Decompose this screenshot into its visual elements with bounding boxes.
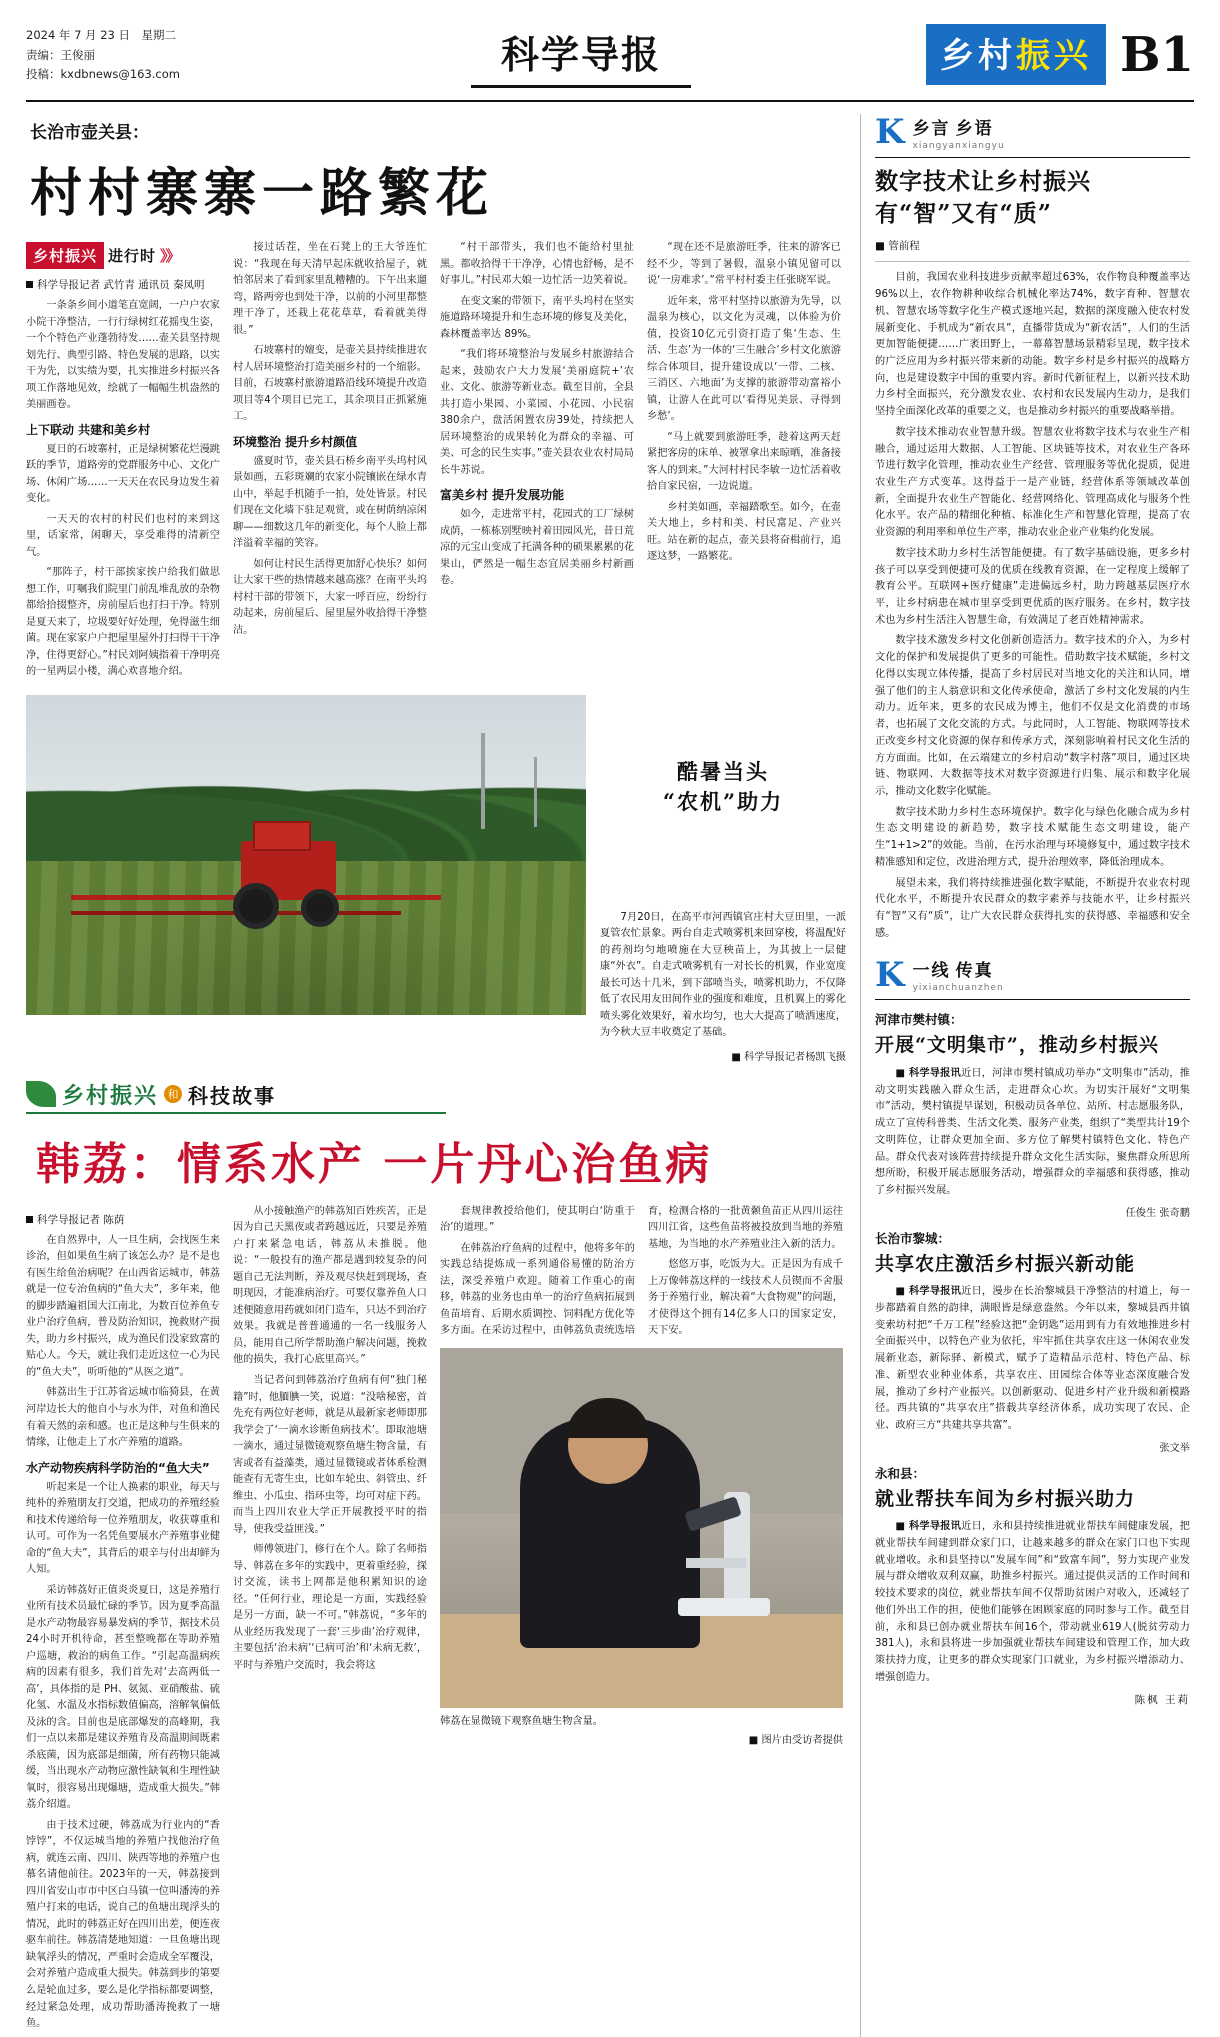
feature-2 bbox=[26, 1079, 846, 2037]
article3-kicker: 长治市黎城： bbox=[875, 1230, 951, 1246]
microscope-icon bbox=[678, 1466, 770, 1616]
series-tag-red: 乡村振兴 bbox=[26, 242, 104, 269]
photo1-caption-title-line2: “农机”助力 bbox=[662, 789, 784, 815]
article4-text: 近日，永和县持续推进就业帮扶车间健康发展，把就业帮扶车间建到群众家门口，让越来越多的群众在家门口也下实现就业增收。永和县坚持以“发展车间”和“致富车间”，努力实现产业发展与群众增收双利双赢，助推乡村振兴。通过提供灵活的工作时间和较技术要求的岗位，就业帮扶车间不仅帮助贫困户对收入，还减轻了他们外出工作的担，使他们能够在困顾家庭的同时参与工作。截至目前，永和县已创办就业帮扶车间16个，带动就业619人(脱贫劳动力381人)，永和县将进一步加强就业帮扶车间建设和管理工作，加大政策扶持力度，让更多的群众实现家门口就业，为乡村振兴增添动力、增强创造力。 bbox=[875, 1521, 1190, 1683]
section1-title-part1: 乡言 bbox=[912, 119, 951, 139]
paragraph: “那阵子，村干部挨家挨户给我们做思想工作，叮嘱我们院里门前乱堆乱放的杂物都给拾掇整齐，房前屋后也打扫干净。特别是夏天来了，垃圾要好好处理，免得滋生细菌。现在家家户户把屋里屋外打扫得干干净净，住得更舒心。”村民刘阿姨指着干净明亮的一星两层小楼，满心欢喜地介绍。 bbox=[26, 567, 220, 678]
lead-byline bbox=[26, 277, 220, 292]
feature2-logo-black: 科技故事 bbox=[188, 1083, 277, 1108]
article3-author: ■ 科学导报讯 bbox=[895, 1286, 962, 1298]
page-number: B1 bbox=[1120, 26, 1194, 83]
section-badge-part2: 振兴 bbox=[1016, 36, 1093, 76]
lead-col3-text bbox=[440, 240, 634, 479]
photo1-caption-title-line1: 酷暑当头 bbox=[677, 758, 769, 784]
photo2-credit: ■ 图片由受访者提供 bbox=[748, 1735, 843, 1747]
lead-column-3 bbox=[440, 240, 634, 685]
article3-body bbox=[875, 1284, 1190, 1434]
paragraph bbox=[875, 1519, 1190, 1686]
paragraph: 近年来，常平村坚持以旅游为先导，以温泉为核心，以文化为灵魂，以体验为价值，投资10亿元引资打造了集‘生态、生活、生态’为一体的‘三生融合’乡村文化旅游综合体项目，提升建设成以‘一带、二核、三消区、六地面’为支撑的旅游带动富裕小镇，让游人在此可以‘看得见美景、寻得到乡愁’。 bbox=[647, 295, 841, 423]
photo-row-1 bbox=[26, 695, 846, 1063]
paragraph: “马上就要到旅游旺季，趁着这两天赶紧把客房的床单、被罩拿出来晾晒，准备接客人的到来。”大河村村民李敏一边忙活着收拾自家民宿，一边说道。 bbox=[647, 431, 841, 493]
feature2-byline-text: 科学导报记者 陈荫 bbox=[37, 1213, 125, 1226]
paragraph: 接过话茬，坐在石凳上的王大爷连忙说：“我现在每天清早起床就收拾屋子，就怕邻居来了看到家里乱糟糟的。下午出来遛弯，路两旁也到处干净，以前的小河里都整理干净了，还栽上花花草草，看着就美得很。” bbox=[233, 242, 427, 336]
tractor-wheel-front bbox=[233, 883, 279, 929]
article1-divider bbox=[875, 261, 1190, 262]
paragraph: 一天天的农村的村民们也村的来到这里，话家常，闲聊天，享受难得的清新空气。 bbox=[26, 513, 220, 558]
section2-header bbox=[875, 956, 1190, 993]
lead-column-2 bbox=[233, 240, 427, 685]
article2-sign: 任俊生 张奇鹏 bbox=[1125, 1207, 1190, 1219]
paragraph: 从小接触渔产的韩荔知百姓疾苦，正是因为自己天黑夜或者跨越远近，只要是养殖户打来紧急电话，韩荔从未推脱。他说：“一般投有的渔产都是遇到较复杂的问题自己无法判断，养及观尽快赶到现场，查明现因，才能准病治疗。可要仅靠养鱼人口述便随意用药就如闭门造车，只达不到治疗效果。我就是普普通通的一名一线服务人员，能用自己所学帮助渔户解决问题，挽救他的损失，我打心底里高兴。” bbox=[233, 1205, 427, 1366]
series-tag-slash: 》》 bbox=[160, 247, 179, 265]
feature2-column-2 bbox=[233, 1204, 427, 2037]
leaf-icon bbox=[26, 1081, 56, 1107]
page-grid bbox=[26, 114, 1194, 2037]
utility-pole-icon-2 bbox=[534, 757, 537, 827]
editor-line: 责编：王俊丽 bbox=[26, 47, 95, 62]
article4-body bbox=[875, 1519, 1190, 1686]
series-tag-black: 进行时 bbox=[108, 247, 157, 265]
paragraph: “村干部带头，我们也不能给村里扯黑。都收拾得干干净净，心情也舒畅，是不好事儿。”村民邓大娘一边忙活一边笑着说。 bbox=[440, 242, 634, 287]
paragraph: 盛夏时节，壶关县石桥乡南平头坞村风景如画，五彩斑斓的农家小院镶嵌在绿水青山中，举起手机随手一拍，处处皆景。村民们现在文化墙下驻足观赏，或在树荫纳凉闲聊——细数这几年的新变化，每个人脸上都洋溢着幸福的笑容。 bbox=[233, 455, 427, 550]
article4-sign: 陈枫 王莉 bbox=[1134, 1694, 1190, 1707]
k-logo-icon: K bbox=[875, 112, 905, 153]
article2-author: ■ 科学导报讯 bbox=[895, 1067, 961, 1079]
tractor-photo bbox=[26, 695, 586, 1015]
masthead-info bbox=[26, 22, 276, 85]
feature2-col1-text bbox=[26, 1233, 220, 1452]
microscope-photo bbox=[440, 1348, 843, 1708]
section-badge-part1: 乡村 bbox=[940, 36, 1017, 76]
article1-title: 数字技术让乡村振兴有“智”又有“质” bbox=[875, 168, 1091, 228]
byline-square-icon bbox=[26, 1216, 33, 1223]
photo1-caption-body: 7月20日，在高平市河西镇官庄村大豆田里，一派夏管农忙景象。两台自走式喷雾机来回穿梭，将温配好的药剂均匀地喷施在大豆秧苗上，为其披上一层健康“外衣”。自走式喷雾机有一对长长的机翼，作业宽度最长可达十几米，到下部喷当头，喷雾机助力，不仅降低了农民用友田间作业的强度和难度，且机翼上的雾化喷头雾化效果好，着水均匀，也大大提高了喷洒速度，为今秋大豆丰收奠定了基础。 bbox=[600, 911, 846, 1039]
lead-subhead-3: 富美乡村 提升发展功能 bbox=[440, 488, 565, 503]
article3-text: 近日，漫步在长治黎城县干净整洁的村道上，每一步都踏着自然的韵律，满眼皆是绿意盎然。今年以来，黎城县西井镇变索坊村把“千万工程”经验这把“金钥匙”运用到有力有效地推进乡村全面振兴中，以特色产业为依托，牢牢抓住共享农庄这一休闲农业发展新业态，新际驿、新模式，赋予了造精品示范村、特色产品、标准、新型农业种业体系，共享农庄、田园综合体等业态深度融合发展，推动了乡村产业振兴。以创新驱动、促进乡村产业升级和新模路径。西共镇的“共享农庄”搭载共享经济体系，成功实现了农民、企业、政府三方“共建共享共富”。 bbox=[875, 1286, 1190, 1431]
lead-subhead-1: 上下联动 共建和美乡村 bbox=[26, 422, 151, 437]
section1-rule bbox=[875, 157, 1190, 158]
paragraph: 在变文案的带领下，南平头坞村在坚实施道路环境提升和生态环境的修复及美化，森林覆盖率达 89%。 bbox=[440, 295, 634, 340]
feature2-column-3 bbox=[440, 1204, 843, 2037]
section2-pinyin: yixianchuanzhen bbox=[912, 983, 1004, 994]
lead-col1-text bbox=[26, 298, 220, 414]
feature2-logo-green: 乡村振兴 bbox=[62, 1082, 159, 1109]
paragraph: “现在还不是旅游旺季，往来的游客已经不少，等到了暑假，温泉小镇见留可以说‘一房难求’。”常平村村委主任张晓军说。 bbox=[647, 242, 841, 287]
feature2-col1b-text bbox=[26, 1480, 220, 2033]
submission-email: 投稿：kxdbnews@163.com bbox=[26, 67, 180, 82]
tractor-wheel-rear bbox=[301, 889, 339, 927]
feature2-subhead-1: 水产动物疾病科学防治的“鱼大夫” bbox=[26, 1460, 210, 1475]
section2-title-part2: 传真 bbox=[955, 961, 994, 982]
feature2-columns bbox=[26, 1204, 846, 2037]
byline-square-icon bbox=[26, 281, 33, 288]
paragraph: 韩荔出生于江苏省运城市临猗县，在黄河岸边长大的他自小与水为伴，对鱼和渔民有着天然的亲和感。也正是这种与生俱来的情缘，让他走上了水产养殖的道路。 bbox=[26, 1387, 220, 1449]
paragraph: 目前，我国农业科技进步贡献率超过63%，农作物良种覆盖率达96%以上，农作物耕种收综合机械化率达74%，数字育种、智慧农机、智慧农场等数字化生产模式逐地兴起，数据的深度融入使农村发展新变化、手机成为“新农具”，直播带货成为“新农活”，人们的生活更加智能便捷……广袤田野上，一幕幕智慧场景精彩呈现，数字技术的广泛应用为乡村振兴带来新的动能。数字乡村是乡村振兴的战略方向，也是建设数字中国的重要内容。新时代新征程上，以新兴技术助力乡村全面振兴，充分激发农业、农村和农民发展内生动力，是我们坚持全面深化改革的重要之义，也是推动乡村振兴的重要战略举措。 bbox=[875, 272, 1190, 418]
paragraph: 悠悠万事，吃饭为大。正是因为有成千上万像韩荔这样的一线技术人员锲而不舍服务于养殖行业，解决着“大食物观”的问题，才使得这个拥有14亿多人口的国家定安，天下安。 bbox=[648, 1259, 843, 1337]
article3-sign: 张文举 bbox=[1159, 1442, 1190, 1454]
article1-author-text: ■ 管前程 bbox=[875, 240, 920, 253]
paragraph: 采访韩荔好正值炎炎夏日，这是养殖行业所有技术员最忙碌的季节。因为夏季高温是水产动物最容易暴发病的季节，据技术员24小时开机待命，甚至整晚都在等助养殖户巡塘，救治的病鱼工作。“引起高温病疾病的因素有很多，我们首先对‘去高两低一高’，具体指的是 PH、氨氮、亚硝酸盐、硫化氢、水温及水指标数值偏高，溶解氧偏低及泳的含。目前也是底部爆发的高峰期，我们一点以来都是建议养殖肯及高温期间既素杀底菌，因为底部是细菌，所有药物只能减缓，当出现水产动物应激性缺氧和生理性缺氧时，很容易出现爆塘，造成重大损失。”韩荔介绍道。 bbox=[26, 1584, 220, 1811]
series-tag bbox=[26, 242, 220, 269]
feature2-col2-text bbox=[233, 1204, 427, 1674]
lead-kicker: 长治市壶关县： bbox=[30, 123, 149, 143]
paragraph: 在自然界中，人一旦生病，会找医生来诊治，但如果鱼生病了该怎么办？是不是也有医生给鱼治病呢？在山西省运城市，韩荔就是一位专治鱼病的“鱼大夫”，多年来，他的脚步踏遍祖国大江南北，为数百位养鱼专业户治疗鱼病，普及防治知识，挽救财产损失，助力乡村振兴，成为渔民们没家致富的贴心人。今天，就让我们走近这位一心为民的“鱼大夫”，听听他的“从医之道”。 bbox=[26, 1234, 220, 1378]
left-column bbox=[26, 114, 846, 2037]
photo2-caption-text: 韩荔在显微镜下观察鱼塘生物含量。 bbox=[440, 1715, 603, 1727]
paragraph: 数字技术推动农业智慧升级。智慧农业将数字技术与农业生产相融合，通过运用大数据、人工智能、区块链等技术，对农业生产各环节进行数字化管理，推动农业生产经营、管理服务等优化提质，促进农业生产方式变革。这得益于一是产业链，经营体系等领域改革创新，全面提升农业生产智能化、经营网络化、管理高成化与服务个性化水平。农产品的精细化种植、标准化生产和智慧化管理，提高了农业资源的利用率和单位生产率，推动农业企业产业集约化发展。 bbox=[875, 426, 1190, 539]
section2-rule bbox=[875, 999, 1190, 1000]
section2-title-block bbox=[913, 956, 1004, 993]
section1-pinyin: xiangyanxiangyu bbox=[912, 141, 1005, 151]
feature2-byline bbox=[26, 1212, 220, 1227]
article2-kicker: 河津市樊村镇： bbox=[875, 1012, 963, 1028]
paragraph: “我们将环境整治与发展乡村旅游结合起来，鼓励农户大力发展‘美丽庭院+’农业、文化、旅游等新业态。截至目前，全县共打造小果园、小菜园、小花园、小民宿380余户，盘活闲置农房39处，持续把人居环境整治的成果转化为群众的幸福、可美、可念的民生实事。”壶关县农业农村局局长牛苏说。 bbox=[440, 349, 634, 476]
paragraph: 数字技术助力乡村生活智能便捷。有了数字基础设施，更多乡村孩子可以享受到便捷可及的优质在线教育资源，在一定程度上缓解了教育公平。互联网+医疗健康”走进偏远乡村，助力跨越基层医疗水平，让乡村病患在城市里享受到更优质的医疗服务。在乡村，数字技术也为乡村生活注入智慧生命，有效满足了老百姓精神需求。 bbox=[875, 547, 1190, 626]
publication-date: 2024 年 7 月 23 日 星期二 bbox=[26, 28, 176, 42]
article4-title: 就业帮扶车间为乡村振兴助力 bbox=[875, 1487, 1136, 1510]
article4-kicker: 永和县： bbox=[875, 1465, 926, 1481]
article4-author: ■ 科学导报讯 bbox=[895, 1521, 962, 1533]
feature2-column-1 bbox=[26, 1204, 220, 2037]
section-badge-block bbox=[926, 22, 1194, 85]
tractor-cab bbox=[253, 821, 311, 851]
lead-subhead-2: 环境整治 提升乡村颜值 bbox=[233, 434, 358, 449]
photo2-caption-block bbox=[440, 1714, 843, 1750]
lead-col4-text bbox=[647, 240, 841, 566]
paragraph: 展望未来，我们将持续推进强化数字赋能，不断提升农业农村现代化水平，不断提升农民群众的数字素养与技能水平，让乡村振兴有“智”又有“质”，让广大农民群众获得扎实的获得感、幸福感和安全感。 bbox=[875, 877, 1190, 939]
feature2-logo-dot: 和 bbox=[164, 1085, 182, 1103]
lead-columns bbox=[26, 240, 846, 685]
paragraph: 夏日的石坡寨村，正是绿树繁花烂漫跳跃的季节，道路旁的党群服务中心、文化广场、休闲广场……一天天在农民身边发生着变化。 bbox=[26, 443, 220, 505]
photo1-caption-title bbox=[600, 757, 846, 818]
feature2-col3-text bbox=[440, 1204, 843, 1342]
lead-column-1 bbox=[26, 240, 220, 685]
microscope-stage bbox=[686, 1558, 746, 1568]
section1-title-block bbox=[913, 114, 1005, 151]
paragraph: 在韩荔治疗鱼病的过程中，他将多年的实践总结提炼成一系列通俗易懂的防治方法，深受养殖户欢迎。随着工作重心的南移，韩荔的业务也由单一的治疗鱼病拓展到鱼苗培育、后期水质调控、饲料配方优化等多方面。在采访过程中，由韩荔负责统选培育，检测合格的一批黄颡鱼苗正从四川运往四川江省，这些鱼苗将被投放到当地的养殖基地，为当地的水产养殖业注入新的活力。 bbox=[440, 1205, 843, 1337]
article1-body bbox=[875, 270, 1190, 942]
paragraph: 石坡寨村的嬗变，是壶关县持续推进农村人居环境整治打造美丽乡村的一个缩影。目前，石坡寨村旅游道路沿线环境提升改造项目等4个项目已完工，其余项目正抓紧施工。 bbox=[233, 345, 427, 423]
paper-title: 科学导报 bbox=[501, 32, 662, 77]
title-underline bbox=[471, 85, 691, 88]
paragraph: 数字技术助力乡村生态环境保护。数字化与绿色化融合成为乡村生态文明建设的新趋势，数字技术赋能生态文明建设，能产生“1+1>2”的效能。当前，在污水治理与环境修复中，通过数字技术精准感知和定位，改进治理方式，提升治理效率，降低治理成本。 bbox=[875, 806, 1190, 868]
feature2-headline: 韩荔：情系水产 一片丹心治鱼病 bbox=[36, 1138, 713, 1190]
right-column bbox=[860, 114, 1190, 2037]
microscope-base bbox=[678, 1598, 770, 1616]
article1-author bbox=[875, 238, 1190, 253]
photo1-caption-block bbox=[600, 695, 846, 1063]
lead-byline-text: 科学导报记者 武竹青 通讯员 秦凤明 bbox=[37, 279, 205, 291]
masthead-rule bbox=[26, 100, 1194, 102]
paragraph: 乡村美如画，幸福踏歌至。如今，在壶关大地上，乡村和美、村民富足、产业兴旺。站在新的起点，壶关县将奋楫前行，追逐这梦，一路繁花。 bbox=[647, 501, 841, 563]
lead-col1b-text bbox=[26, 442, 220, 681]
utility-pole-icon bbox=[481, 733, 485, 829]
article2-text: 近日，河津市樊村镇成功举办“文明集市”活动，推动文明实践融入群众生活，走进群众心坎。为切实汗展好“文明集市”活动，樊村镇提早谋划，积极动员各单位、站所、村志愿服务队，成立了宣传科普类、生活文化类、服务产业类，组织了“类型共计19个文明阵位，让群众更加全面、多方位了解樊村镇特色文化、特色产品。群众代表对该阵营持续提升群众文化生活实际，聚焦群众所思所想所盼，积极开展志愿服务活动，增强群众的幸福感和获得感，推动了乡村振兴发展。 bbox=[875, 1067, 1190, 1196]
k-logo-icon-2: K bbox=[875, 954, 905, 995]
paragraph: 一条条乡间小道笔直宽阔，一户户农家小院干净整洁，一行行绿树红花摇曳生姿，一个个特色产业蓬勃待发……壶关县坚持规划先行、典型引路、特色发展的思路，以实干为先，以实绩为要，扎实推进乡村振兴各项工作落地见效，绘就了一幅幅生机盎然的美丽画卷。 bbox=[26, 300, 220, 411]
section-badge bbox=[926, 24, 1106, 85]
paragraph bbox=[875, 1066, 1190, 1200]
paragraph: 如何让村民生活得更加舒心快乐？如何让大家干些的热情越来越高涨？在南平头坞村村干部的带领下，大家一呼百应，纷纷行动起来，房前屋后、屋里屋外收拾得干净整洁。 bbox=[233, 558, 427, 636]
feature2-series-logo bbox=[26, 1079, 446, 1114]
section1-title-part2: 乡语 bbox=[955, 119, 994, 139]
photo1-credit: ■ 科学导报记者杨凯飞摄 bbox=[731, 1051, 846, 1063]
paper-title-block bbox=[471, 22, 691, 88]
paragraph bbox=[875, 1284, 1190, 1434]
paragraph: 听起来是一个让人换素的职业，每天与纯朴的养殖朋友打交道，把成功的养殖经验和技术传递给每一位养殖朋友，收获尊重和认可。可作为一名凭鱼要展水产养殖事业健命的“鱼大夫”，其背后的艰辛与付出却鲜为人知。 bbox=[26, 1481, 220, 1576]
paragraph: 如今，走进常平村，花园式的工厂绿树成荫，一栋栋别墅映衬着田园风光，昔日荒凉的元宝山变成了托满各种的硕果累累的花果山，俨然是一幅生态宜居美丽乡村新画卷。 bbox=[440, 509, 634, 587]
lead-col2-text bbox=[233, 240, 427, 426]
paragraph: 当记者问到韩荔治疗鱼病有何“独门秘籍”时，他腼腆一笑，说道：“没啥秘密，首先充有两位好老师，就是从最新家老师即那我学会了‘一滴水诊断鱼病技术’。即取池塘一滴水，通过显微镜观察鱼塘生物含量，有害或者有益藻类，通过显微镜或者体系检测能查有无寄生虫，比如车轮虫、斜管虫、纤维虫、小瓜虫、指环虫等，均可对症下药。而当上四川农业大学正开展教授平时的指导，使我受益匪浅。” bbox=[233, 1374, 427, 1535]
article2-title: 开展“文明集市”，推动乡村振兴 bbox=[875, 1034, 1159, 1057]
section1-header bbox=[875, 114, 1190, 151]
masthead bbox=[26, 22, 1194, 94]
paragraph: 数字技术激发乡村文化创新创造活力。数字技术的介入，为乡村文化的保护和发展提供了更多的可能性。借助数字技术赋能，乡村文化得以实现立体传播，提高了乡村居民对当地文化的关注和认同，增强了他们的主人翁意识和文化传承使命，激活了乡村文化发展的内生动力。近年来，更多的农民成为博主，他们不仅是文化消费的市场者，也拓展了文化交流的方式。与此同时，人工智能、物联网等技术正改变乡村文化资源的保存和传承方式，深刻影响着村民文化生活的方方面面。比如，在云端建立的乡村启动“数字村落”项目，通过区块链、物联网、大数据等技术对数字资源进行归集、展示和数字化展示，推动文化数字化赋能。 bbox=[875, 635, 1190, 797]
section2-title-part1: 一线 bbox=[912, 961, 951, 982]
lead-col3b-text bbox=[440, 507, 634, 590]
paragraph: 由于技术过硬，韩荔成为行业内的“香饽饽”，不仅运城当地的养殖户找他治疗鱼病，就连云南、四川、陕西等地的养殖户也慕名请他前往。2023年的一天，韩荔接到四川省安山市市中区白马镇一位叫潘涛的养殖户打来的电话，说自己的鱼塘出现浮头的情况，此时的韩荔正好在四川出差，便连夜驱车前往。韩荔清楚地知道：一旦鱼塘出现缺氧浮头的情况，严重时会造成全军覆没，会对养殖户造成重大损失。韩荔到步的第要么是轮血过多，要么是化学指标都要调整，经过紧急处理，成功帮助潘涛挽救了一塘鱼。 bbox=[26, 1819, 220, 2030]
lead-col2b-text bbox=[233, 454, 427, 640]
paragraph: 套规律教授给他们，使其明白‘防重于治’的道理。” bbox=[440, 1205, 635, 1234]
paragraph: 师傅领进门，修行在个人。除了名师指导、韩荔在多年的实践中，更着重经验，探讨交流，读书上网都是他积累知识的途径。“任何行业，理论是一方面，实践经验是另一方面，缺一不可。”韩荔说，“多年的从业经历我发现了一套‘三步曲’治疗观律，主要包括‘治未病’‘已病可治’和‘未病无救’，平时与养殖户交流时，我会将这 bbox=[233, 1544, 427, 1671]
article3-title: 共享农庄激活乡村振兴新动能 bbox=[875, 1252, 1136, 1275]
sprayer-machine bbox=[181, 823, 441, 953]
article2-body bbox=[875, 1066, 1190, 1200]
lead-column-4 bbox=[647, 240, 841, 685]
lead-headline: 村村寨寨一路繁花 bbox=[30, 163, 495, 224]
